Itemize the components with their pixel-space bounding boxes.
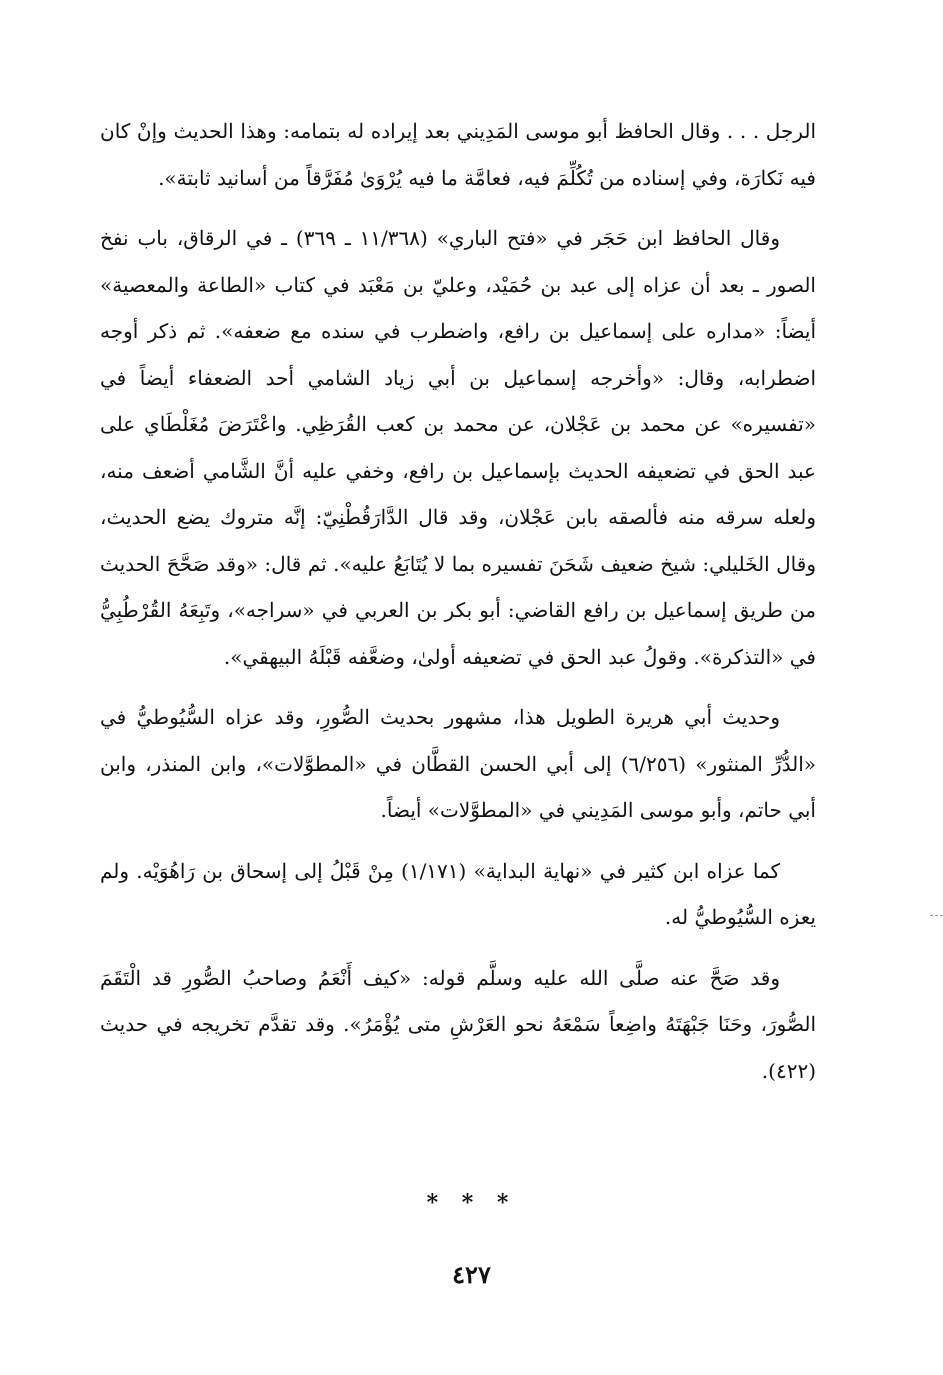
page-body-text [100, 108, 816, 1108]
paragraph-2: وقال الحافظ ابن حَجَر في «فتح الباري» (١١/٣٦٨ ـ ٣٦٩) ـ في الرقاق، باب نفخ الصور ـ بعد أن عزاه إلى عبد بن حُمَيْد، وعليّ بن مَعْبَد في كتاب «الطاعة والمعصية» أيضاً: «مداره على إسماعيل بن رافع، واضطرب في سنده مع ضعفه». ثم ذكر أوجه اضطرابه، وقال: «وأخرجه إسماعيل بن أبي زياد الشامي أحد الضعفاء أيضاً في «تفسيره» عن محمد بن عَجْلان، عن محمد بن كعب القُرَظِي. واعْتَرَضَ مُغَلْطَاي على عبد الحق في تضعيفه الحديث بإسماعيل بن رافع، وخفي عليه أنَّ الشَّامي أضعف منه، ولعله سرقه منه فألصقه بابن عَجْلان، وقد قال الدَّارَقُطْنِيّ: إنَّه متروك يضع الحديث، وقال الخَليلي: شيخ ضعيف شَحَنَ تفسيره بما لا يُتَابَعُ عليه». ثم قال: «وقد صَحَّحَ الحديث من طريق إسماعيل بن رافع القاضي: أبو بكر بن العربي في «سراجه»، وتَبِعَهُ القُرْطُبِيُّ في «التذكرة». وقولُ عبد الحق في تضعيفه أولىٰ، وضعَّفه قَبْلَهُ البيهقي». [100, 226, 816, 669]
margin-tick [930, 915, 943, 917]
page-number: ٤٢٧ [452, 1260, 491, 1289]
section-separator: * * * [426, 1190, 517, 1216]
paragraph-3: وحديث أبي هريرة الطويل هذا، مشهور بحديث الصُّورِ، وقد عزاه السُّيُوطيُّ في «الدُّرِّ المنثور» (٦/٢٥٦) إلى أبي الحسن القطَّان في «المطوَّلات»، وابن المنذر، وابن أبي حاتم، وأبو موسى المَدِيني في «المطوَّلات» أيضاً. [100, 705, 816, 822]
paragraph-1: الرجل . . . وقال الحافظ أبو موسى المَدِيني بعد إيراده له بتمامه: وهذا الحديث وإنْ كان فيه نَكارَة، وفي إسناده من تُكُلِّمَ فيه، فعامَّة ما فيه يُرْوَىٰ مُفَرَّقاً من أسانيد ثابتة». [100, 119, 816, 190]
paragraph-5: وقد صَحَّ عنه صلَّى الله عليه وسلَّم قوله: «كيف أَنْعَمُ وصاحبُ الصُّورِ قد الْتَقَمَ الصُّورَ، وحَنَا جَبْهَتَهُ واضِعاً سَمْعَهُ نحو العَرْشِ متى يُؤْمَرُ». وقد تقدَّم تخريجه في حديث (٤٢٢). [100, 965, 816, 1083]
paragraph-4: كما عزاه ابن كثير في «نهاية البداية» (١/١٧١) مِنْ قَبْلُ إلى إسحاق بن رَاهُوَيْه. ولم يعزه السُّيُوطيُّ له. [100, 858, 816, 929]
